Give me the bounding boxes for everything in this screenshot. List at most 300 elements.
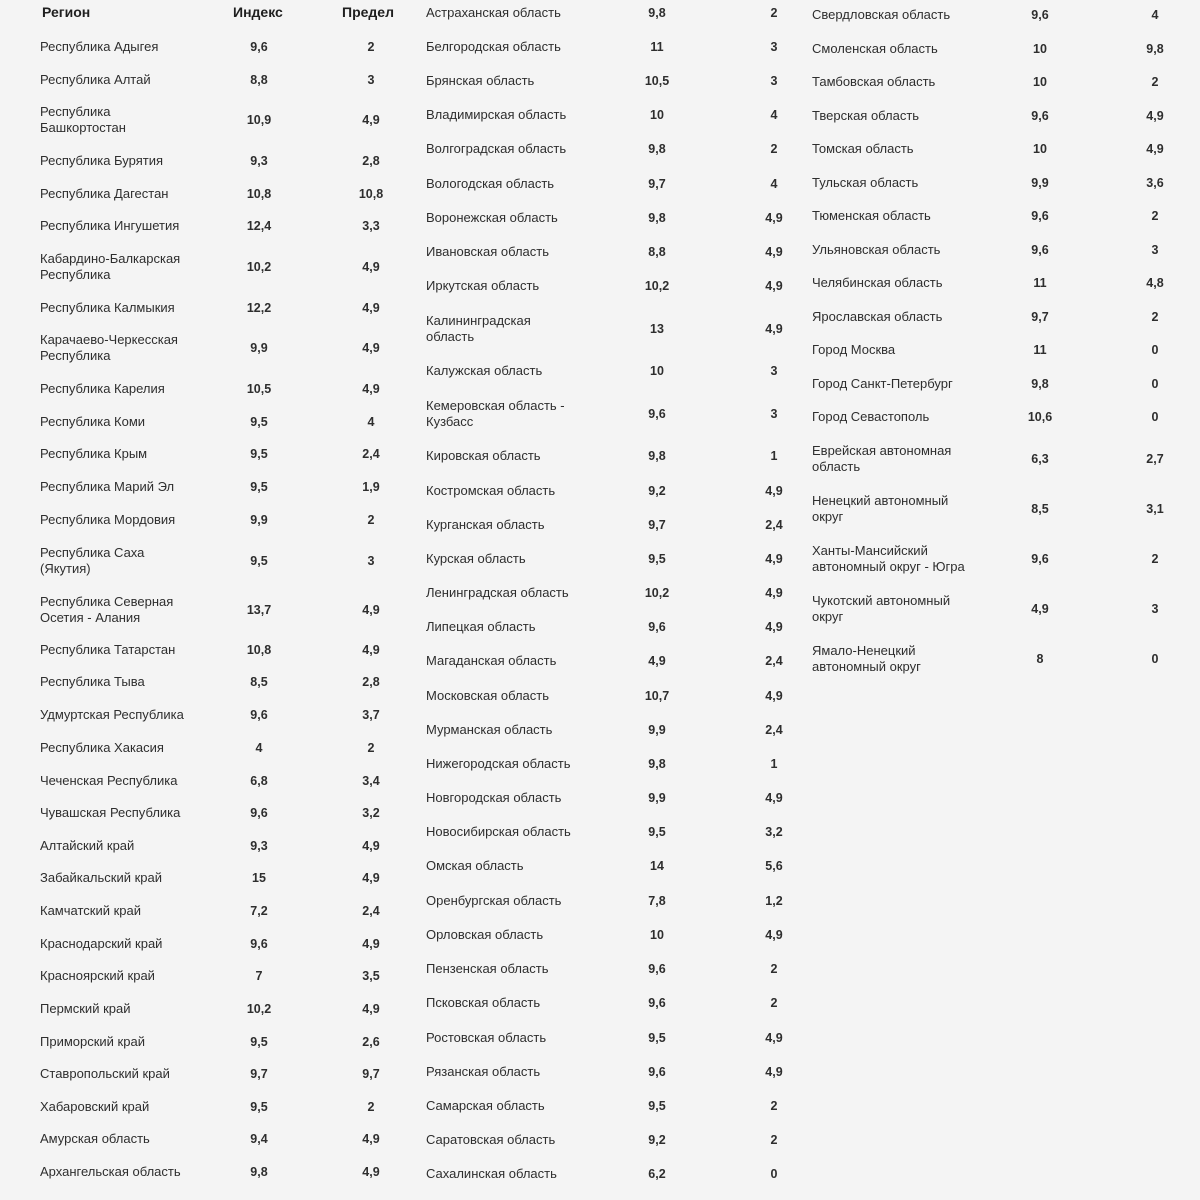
region-name: Владимирская область	[426, 107, 567, 122]
region-name: Тульская область	[812, 175, 919, 190]
table-row	[426, 33, 796, 61]
region-name: Оренбургская область	[426, 893, 562, 908]
table-row	[812, 169, 1182, 197]
region-name: Орловская область	[426, 927, 544, 942]
table-row	[812, 591, 1182, 627]
region-name: Воронежская область	[426, 210, 558, 225]
region-name: Хабаровский край	[40, 1099, 150, 1114]
index-value: 12,4	[246, 219, 272, 233]
table-row	[40, 1093, 400, 1121]
table-row	[40, 668, 400, 696]
index-value: 9,4	[250, 1132, 268, 1146]
limit-value: 0	[1151, 652, 1159, 666]
table-row	[812, 2, 1182, 28]
table-row	[40, 1125, 400, 1153]
index-value: 8,8	[250, 73, 268, 87]
table-row	[40, 832, 400, 860]
index-value: 9,2	[648, 1133, 666, 1147]
region-name: Республика Крым	[40, 446, 148, 461]
limit-value: 2	[770, 996, 778, 1010]
table-row	[40, 897, 400, 925]
limit-value: 4,9	[362, 113, 380, 127]
region-name: Калининградская область	[426, 313, 531, 344]
index-value: 10	[1033, 42, 1047, 56]
region-name: Архангельская область	[40, 1164, 181, 1179]
region-name: Кировская область	[426, 448, 541, 463]
index-value: 8,5	[1031, 502, 1049, 516]
table-row	[40, 330, 400, 366]
limit-value: 2	[770, 1099, 778, 1113]
region-name: Сахалинская область	[426, 1166, 557, 1181]
limit-value: 2	[770, 962, 778, 976]
table-row	[426, 170, 796, 198]
table-row	[40, 147, 400, 175]
region-name: Липецкая область	[426, 619, 536, 634]
table-row	[426, 67, 796, 95]
table-row	[426, 0, 796, 26]
index-value: 11	[650, 40, 664, 54]
region-name: Курская область	[426, 551, 526, 566]
index-value: 10,5	[644, 74, 670, 88]
region-name: Республика Дагестан	[40, 186, 169, 201]
table-row	[426, 238, 796, 266]
index-value: 9,6	[1031, 8, 1049, 22]
region-name: Ставропольский край	[40, 1066, 170, 1081]
region-name: Свердловская область	[812, 7, 951, 22]
limit-value: 2	[367, 40, 375, 54]
index-value: 9,6	[648, 996, 666, 1010]
index-value: 10,5	[246, 382, 272, 396]
table-row	[40, 180, 400, 208]
limit-value: 4,9	[765, 689, 783, 703]
region-name: Тамбовская область	[812, 74, 936, 89]
limit-value: 4,9	[1146, 142, 1164, 156]
index-value: 9,9	[250, 513, 268, 527]
index-value: 9,3	[250, 154, 268, 168]
limit-value: 2	[1151, 75, 1159, 89]
region-name: Республика Мордовия	[40, 512, 176, 527]
index-value: 8,5	[250, 675, 268, 689]
index-value: 10,2	[644, 279, 670, 293]
limit-value: 2,4	[362, 904, 380, 918]
limit-value: 4,9	[765, 322, 783, 336]
region-name: Республика Калмыкия	[40, 300, 175, 315]
table-row	[40, 592, 400, 628]
limit-value: 4,9	[362, 341, 380, 355]
region-name: Волгоградская область	[426, 141, 567, 156]
index-value: 9,6	[1031, 552, 1049, 566]
index-value: 11	[1033, 276, 1047, 290]
index-value: 4,9	[648, 654, 666, 668]
header-index: Индекс	[233, 4, 283, 20]
header-region: Регион	[42, 4, 91, 20]
region-name: Белгородская область	[426, 39, 561, 54]
table-row	[40, 1028, 400, 1056]
region-name: Ханты-Мансийский автономный округ - Югра	[812, 543, 965, 574]
region-name: Мурманская область	[426, 722, 553, 737]
table-row	[40, 375, 400, 403]
index-value: 9,2	[648, 484, 666, 498]
limit-value: 3	[770, 364, 778, 378]
limit-value: 2	[1151, 310, 1159, 324]
index-value: 9,6	[250, 708, 268, 722]
region-name: Рязанская область	[426, 1064, 541, 1079]
table-row	[40, 66, 400, 94]
limit-value: 2	[367, 1100, 375, 1114]
index-value: 9,6	[1031, 209, 1049, 223]
index-value: 7	[255, 969, 263, 983]
region-name: Калужская область	[426, 363, 543, 378]
table-row	[40, 962, 400, 990]
index-value: 9,5	[648, 1099, 666, 1113]
index-value: 7,2	[250, 904, 268, 918]
region-name: Республика Адыгея	[40, 39, 159, 54]
index-value: 9,5	[250, 1035, 268, 1049]
table-row	[426, 396, 796, 432]
region-name: Омская область	[426, 858, 524, 873]
limit-value: 4,9	[362, 603, 380, 617]
index-value: 10	[1033, 75, 1047, 89]
index-value: 9,8	[1031, 377, 1049, 391]
index-value: 9,8	[648, 6, 666, 20]
index-value: 10,2	[246, 260, 272, 274]
table-row	[426, 545, 796, 573]
region-name: Пермский край	[40, 1001, 131, 1016]
table-row	[426, 921, 796, 949]
index-value: 15	[252, 871, 266, 885]
index-value: 4,9	[1031, 602, 1049, 616]
table-row	[426, 477, 796, 505]
region-name: Республика Бурятия	[40, 153, 164, 168]
region-name: Удмуртская Республика	[40, 707, 184, 722]
index-value: 9,5	[250, 1100, 268, 1114]
table-row	[426, 357, 796, 385]
region-name: Пензенская область	[426, 961, 549, 976]
region-name: Республика Башкортостан	[40, 104, 126, 135]
index-value: 9,6	[250, 937, 268, 951]
region-name: Ямало-Ненецкий автономный округ	[812, 643, 921, 674]
limit-value: 4,8	[1146, 276, 1164, 290]
limit-value: 4,9	[765, 791, 783, 805]
index-value: 9,5	[250, 447, 268, 461]
region-name: Республика Тыва	[40, 674, 145, 689]
index-value: 11	[1033, 343, 1047, 357]
table-row	[426, 647, 796, 675]
limit-value: 4,9	[362, 1165, 380, 1179]
table-row	[426, 784, 796, 812]
index-value: 7,8	[648, 894, 666, 908]
region-name: Город Москва	[812, 342, 896, 357]
index-value: 9,6	[648, 407, 666, 421]
limit-value: 4,9	[765, 245, 783, 259]
limit-value: 1	[770, 757, 778, 771]
index-value: 9,8	[648, 449, 666, 463]
table-row	[40, 767, 400, 795]
limit-value: 3,4	[362, 774, 380, 788]
region-name: Республика Хакасия	[40, 740, 164, 755]
region-name: Смоленская область	[812, 41, 938, 56]
region-name: Саратовская область	[426, 1132, 556, 1147]
limit-value: 4,9	[765, 1031, 783, 1045]
index-value: 10,8	[246, 187, 272, 201]
index-value: 14	[650, 859, 664, 873]
limit-value: 10,8	[358, 187, 384, 201]
index-value: 9,6	[648, 962, 666, 976]
limit-value: 4,9	[765, 484, 783, 498]
limit-value: 3,2	[362, 806, 380, 820]
index-value: 8,8	[648, 245, 666, 259]
limit-value: 2	[770, 1133, 778, 1147]
table-row	[40, 543, 400, 579]
region-name: Магаданская область	[426, 653, 557, 668]
limit-value: 4,9	[362, 937, 380, 951]
table-row	[426, 511, 796, 539]
index-value: 13	[650, 322, 664, 336]
region-name: Вологодская область	[426, 176, 555, 191]
region-name: Амурская область	[40, 1131, 150, 1146]
index-value: 9,5	[648, 1031, 666, 1045]
limit-value: 4	[770, 108, 778, 122]
index-value: 9,9	[250, 341, 268, 355]
index-value: 9,6	[648, 1065, 666, 1079]
index-value: 9,8	[250, 1165, 268, 1179]
index-value: 6,8	[250, 774, 268, 788]
limit-value: 3,1	[1146, 502, 1164, 516]
limit-value: 0	[1151, 343, 1159, 357]
limit-value: 4,9	[362, 301, 380, 315]
region-name: Тверская область	[812, 108, 920, 123]
limit-value: 2	[367, 513, 375, 527]
region-name: Республика Северная Осетия - Алания	[40, 594, 174, 625]
limit-value: 2	[770, 6, 778, 20]
index-value: 9,9	[648, 791, 666, 805]
table-row	[812, 336, 1182, 364]
index-value: 9,5	[250, 480, 268, 494]
limit-value: 4,9	[765, 1065, 783, 1079]
region-name: Ростовская область	[426, 1030, 547, 1045]
table-row	[426, 101, 796, 129]
table-row	[40, 1060, 400, 1088]
region-name: Республика Марий Эл	[40, 479, 175, 494]
limit-value: 3	[1151, 243, 1159, 257]
region-name: Нижегородская область	[426, 756, 571, 771]
index-value: 13,7	[246, 603, 272, 617]
index-value: 9,6	[250, 806, 268, 820]
region-name: Карачаево-Черкесская Республика	[40, 332, 178, 363]
limit-value: 5,6	[765, 859, 783, 873]
region-name: Ульяновская область	[812, 242, 941, 257]
table-row	[40, 734, 400, 762]
table-row	[426, 613, 796, 641]
table-row	[40, 799, 400, 827]
index-value: 9,7	[250, 1067, 268, 1081]
table-row	[812, 68, 1182, 96]
limit-value: 3	[770, 407, 778, 421]
index-value: 10	[650, 108, 664, 122]
limit-value: 4,9	[765, 552, 783, 566]
index-value: 10,8	[246, 643, 272, 657]
limit-value: 2	[1151, 209, 1159, 223]
limit-value: 1,9	[362, 480, 380, 494]
limit-value: 3,7	[362, 708, 380, 722]
limit-value: 4,9	[362, 382, 380, 396]
region-name: Московская область	[426, 688, 550, 703]
table-row	[40, 1158, 400, 1186]
region-name: Челябинская область	[812, 275, 943, 290]
table-row	[426, 1160, 796, 1188]
region-name: Ненецкий автономный округ	[812, 493, 949, 524]
index-value: 9,6	[250, 40, 268, 54]
limit-value: 2,8	[362, 675, 380, 689]
region-name: Чукотский автономный округ	[812, 593, 951, 624]
table-row	[426, 887, 796, 915]
table-row	[426, 955, 796, 983]
table-row	[40, 408, 400, 436]
table-row	[40, 249, 400, 285]
region-name: Астраханская область	[426, 5, 561, 20]
limit-value: 4	[770, 177, 778, 191]
table-row	[426, 272, 796, 300]
index-value: 8	[1036, 652, 1044, 666]
limit-value: 4	[367, 415, 375, 429]
limit-value: 4,9	[765, 211, 783, 225]
table-row	[426, 204, 796, 232]
region-name: Город Санкт-Петербург	[812, 376, 953, 391]
limit-value: 3	[770, 74, 778, 88]
limit-value: 2,6	[362, 1035, 380, 1049]
region-name: Приморский край	[40, 1034, 145, 1049]
limit-value: 2,4	[765, 654, 783, 668]
table-row	[40, 506, 400, 534]
table-row	[40, 102, 400, 138]
limit-value: 3	[770, 40, 778, 54]
region-name: Красноярский край	[40, 968, 155, 983]
table-row	[812, 403, 1182, 431]
table-row	[40, 294, 400, 322]
region-name: Забайкальский край	[40, 870, 163, 885]
index-value: 10,2	[246, 1002, 272, 1016]
limit-value: 3	[367, 554, 375, 568]
table-row	[426, 750, 796, 778]
table-row	[426, 1024, 796, 1052]
limit-value: 3,2	[765, 825, 783, 839]
table-row	[40, 212, 400, 240]
limit-value: 4,9	[362, 839, 380, 853]
table-row	[812, 202, 1182, 230]
table-row	[40, 701, 400, 729]
table-row	[40, 995, 400, 1023]
limit-value: 4,9	[362, 1002, 380, 1016]
table-row	[40, 930, 400, 958]
limit-value: 1	[770, 449, 778, 463]
region-name: Камчатский край	[40, 903, 141, 918]
limit-value: 2	[367, 741, 375, 755]
index-value: 9,5	[648, 552, 666, 566]
limit-value: 4,9	[765, 279, 783, 293]
region-name: Ярославская область	[812, 309, 943, 324]
table-row	[426, 1058, 796, 1086]
table-row	[40, 473, 400, 501]
region-name: Краснодарский край	[40, 936, 163, 951]
limit-value: 0	[1151, 377, 1159, 391]
index-value: 10,6	[1027, 410, 1053, 424]
table-row	[812, 135, 1182, 163]
index-value: 9,5	[250, 554, 268, 568]
region-name: Курганская область	[426, 517, 545, 532]
region-name: Кабардино-Балкарская Республика	[40, 251, 181, 282]
index-value: 9,6	[648, 620, 666, 634]
table-row	[426, 579, 796, 607]
limit-value: 4,9	[362, 1132, 380, 1146]
limit-value: 1,2	[765, 894, 783, 908]
table-row	[812, 491, 1182, 527]
table-row	[426, 1126, 796, 1154]
index-value: 9,7	[1031, 310, 1049, 324]
region-name: Чеченская Республика	[40, 773, 178, 788]
table-row	[812, 641, 1182, 677]
table-row	[426, 989, 796, 1017]
limit-value: 4,9	[362, 871, 380, 885]
table-row	[812, 303, 1182, 331]
region-name: Республика Саха (Якутия)	[40, 545, 145, 576]
region-name: Еврейская автономная область	[812, 443, 952, 474]
table-row	[426, 818, 796, 846]
region-name: Брянская область	[426, 73, 535, 88]
index-value: 9,7	[648, 177, 666, 191]
region-name: Псковская область	[426, 995, 541, 1010]
index-value: 12,2	[246, 301, 272, 315]
table-row	[426, 852, 796, 880]
limit-value: 2,7	[1146, 452, 1164, 466]
limit-value: 2,4	[765, 518, 783, 532]
limit-value: 3	[367, 73, 375, 87]
region-name: Костромская область	[426, 483, 556, 498]
limit-value: 3,3	[362, 219, 380, 233]
limit-value: 4,9	[1146, 109, 1164, 123]
table-row	[812, 269, 1182, 297]
table-row	[40, 440, 400, 468]
region-name: Новгородская область	[426, 790, 562, 805]
table-row	[426, 442, 796, 470]
index-value: 9,8	[648, 757, 666, 771]
region-name: Томская область	[812, 141, 914, 156]
limit-value: 4,9	[362, 260, 380, 274]
region-name: Республика Ингушетия	[40, 218, 180, 233]
index-value: 9,7	[648, 518, 666, 532]
limit-value: 4	[1151, 8, 1159, 22]
limit-value: 4,9	[765, 620, 783, 634]
index-value: 10	[650, 364, 664, 378]
limit-value: 0	[1151, 410, 1159, 424]
table-row	[812, 370, 1182, 398]
region-name: Город Севастополь	[812, 409, 930, 424]
table-row	[812, 35, 1182, 63]
limit-value: 3	[1151, 602, 1159, 616]
index-value: 9,5	[648, 825, 666, 839]
limit-value: 4,9	[765, 928, 783, 942]
region-name: Ивановская область	[426, 244, 549, 259]
index-value: 4	[255, 741, 263, 755]
table-row	[426, 311, 796, 347]
index-value: 6,3	[1031, 452, 1049, 466]
limit-value: 3,6	[1146, 176, 1164, 190]
region-name: Республика Коми	[40, 414, 146, 429]
index-value: 10	[1033, 142, 1047, 156]
index-value: 10	[650, 928, 664, 942]
table-row	[812, 236, 1182, 264]
region-name: Республика Татарстан	[40, 642, 176, 657]
limit-value: 9,7	[362, 1067, 380, 1081]
